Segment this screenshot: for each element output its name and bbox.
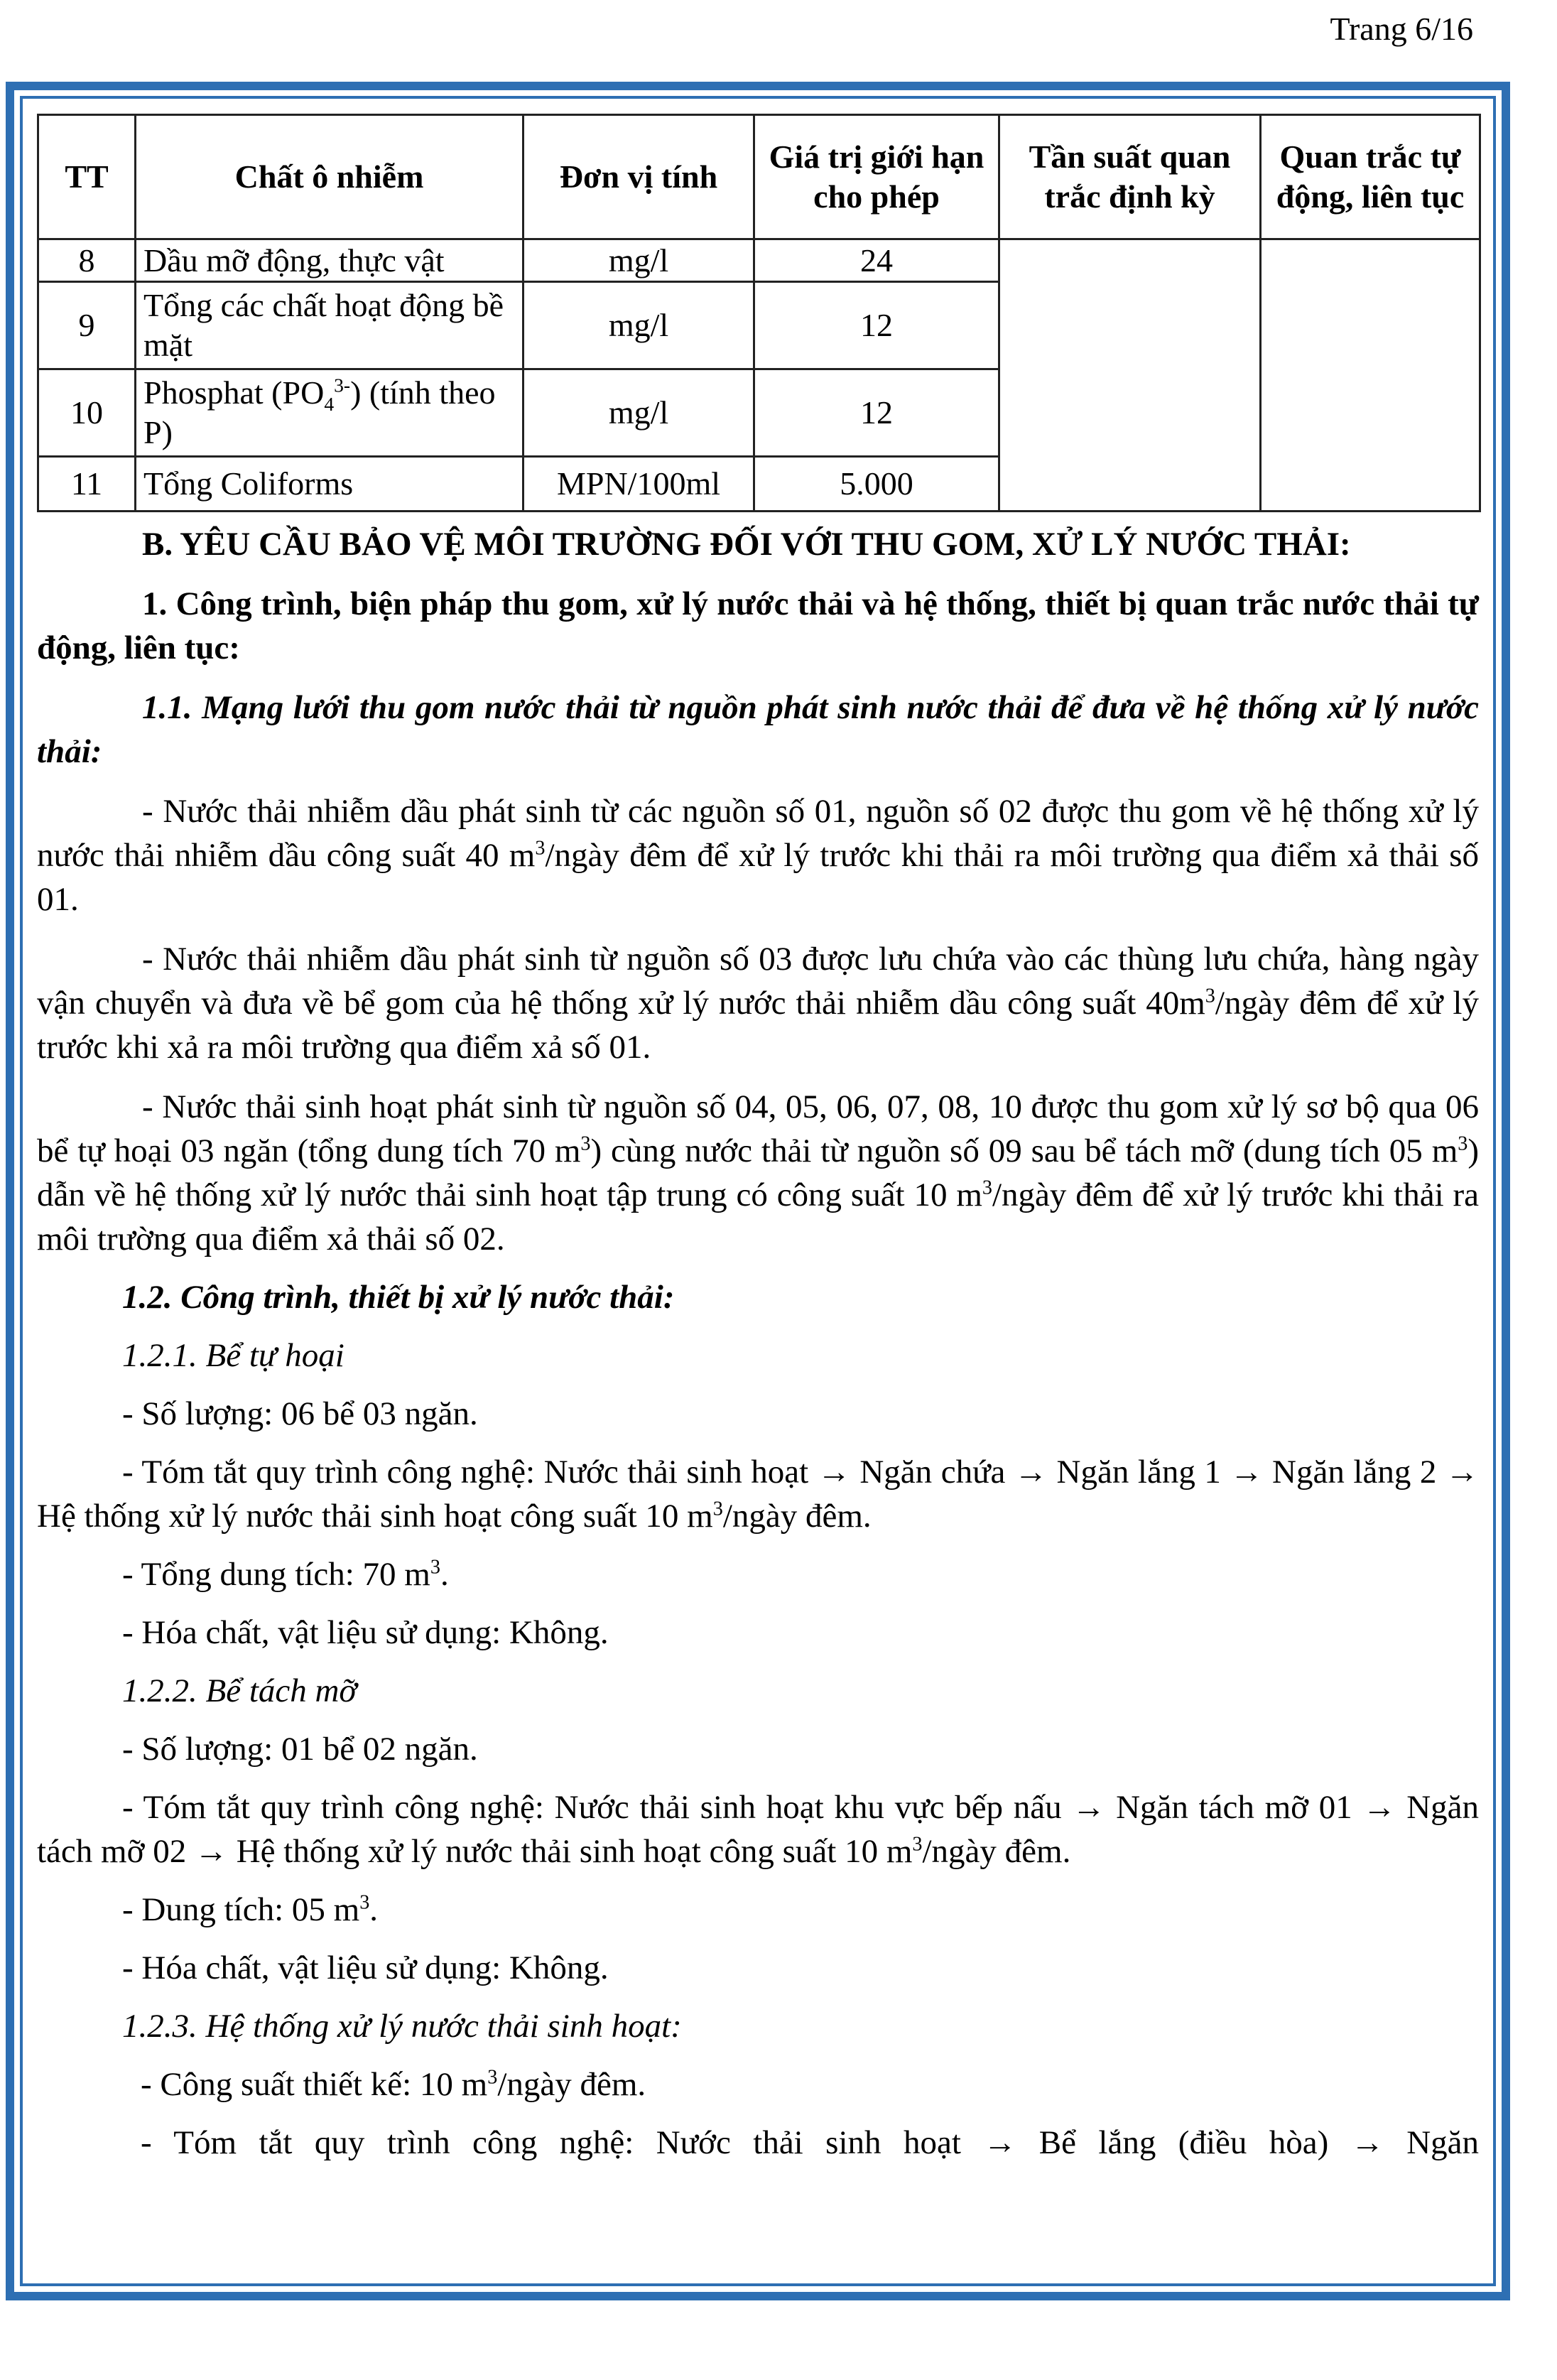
header-tt: TT bbox=[38, 115, 136, 239]
text: - Công suất thiết kế: 10 m bbox=[141, 2066, 488, 2103]
treatment-capacity bbox=[37, 2062, 1479, 2106]
text: ) dẫn về hệ thống xử lý nước thải sinh hoạt tập trung có công suất 10 m bbox=[37, 1132, 1479, 1213]
section-1-2-1-heading: 1.2.1. Bể tự hoại bbox=[122, 1337, 345, 1374]
text: - Dung tích: 05 m bbox=[122, 1891, 360, 1928]
grease-trap-quantity: - Số lượng: 01 bể 02 ngăn. bbox=[122, 1731, 478, 1768]
superscript: 3 bbox=[982, 1177, 992, 1199]
cell-tt: 10 bbox=[38, 369, 136, 457]
text: - Nước thải nhiễm dầu phát sinh từ các nguồn số 01, nguồn số 02 được thu gom về hệ thống xử lý nước thải nhiễm dầu công suất 40 m bbox=[37, 793, 1479, 874]
cell-unit: mg/l bbox=[523, 239, 754, 282]
cell-tt: 9 bbox=[38, 282, 136, 369]
text: ) cùng nước thải từ nguồn số 09 sau bể tách mỡ (dung tích 05 m bbox=[590, 1132, 1458, 1169]
cell-pollutant: Dầu mỡ động, thực vật bbox=[136, 239, 523, 282]
text: - Tóm tắt quy trình công nghệ: Nước thải sinh hoạt → Ngăn chứa → Ngăn lắng 1 → Ngăn lắng 2 → Hệ thống xử lý nước thải sinh hoạt công suất 10 m bbox=[37, 1454, 1479, 1535]
text: /ngày đêm. bbox=[722, 1498, 872, 1535]
septic-quantity: - Số lượng: 06 bể 03 ngăn. bbox=[122, 1395, 478, 1432]
text: /ngày đêm để xử lý trước khi thải ra môi trường qua điểm xả thải số 01. bbox=[37, 837, 1479, 918]
section-1-2-heading: 1.2. Công trình, thiết bị xử lý nước thải: bbox=[122, 1279, 675, 1316]
header-unit: Đơn vị tính bbox=[523, 115, 754, 239]
cell-limit: 24 bbox=[754, 239, 999, 282]
pollutant-limits-table bbox=[37, 114, 1481, 512]
paragraph-oil-wastewater-2 bbox=[37, 937, 1479, 1069]
superscript: 3 bbox=[359, 1891, 370, 1914]
superscript: 3 bbox=[712, 1498, 723, 1520]
superscript: 3 bbox=[912, 1833, 923, 1856]
cell-pollutant: Tổng Coliforms bbox=[136, 457, 523, 512]
cell-unit: mg/l bbox=[523, 282, 754, 369]
superscript: 3 bbox=[580, 1132, 591, 1155]
table-header-row bbox=[38, 115, 1480, 239]
document-content bbox=[37, 114, 1479, 2165]
text: /ngày đêm. bbox=[922, 1833, 1071, 1870]
text: - Tổng dung tích: 70 m bbox=[122, 1556, 430, 1593]
text: . bbox=[369, 1891, 379, 1928]
text: /ngày đêm. bbox=[497, 2066, 646, 2103]
superscript: 3 bbox=[487, 2066, 498, 2089]
text: - Nước thải nhiễm dầu phát sinh từ nguồn số 03 được lưu chứa vào các thùng lưu chứa, hàng ngày vận chuyển và đưa về bể gom của hệ thống xử lý nước thải nhiễm dầu công suất 40m bbox=[37, 941, 1479, 1022]
pollutant-text: Phosphat (PO bbox=[143, 374, 325, 411]
subscript: 4 bbox=[324, 393, 335, 416]
text: . bbox=[440, 1556, 449, 1593]
text: /ngày đêm để xử lý trước khi thải ra môi trường qua điểm xả thải số 02. bbox=[37, 1177, 1479, 1257]
section-1-2-3-heading: 1.2.3. Hệ thống xử lý nước thải sinh hoạt: bbox=[122, 2008, 682, 2045]
superscript: 3 bbox=[430, 1556, 440, 1579]
cell-pollutant: Tổng các chất hoạt động bề mặt bbox=[136, 282, 523, 369]
section-1-2-2-heading: 1.2.2. Bể tách mỡ bbox=[122, 1672, 357, 1709]
treatment-process: - Tóm tắt quy trình công nghệ: Nước thải sinh hoạt → Bể lắng (điều hòa) → Ngăn bbox=[141, 2124, 1479, 2161]
grease-trap-process bbox=[37, 1785, 1479, 1873]
section-1-heading: 1. Công trình, biện pháp thu gom, xử lý nước thải và hệ thống, thiết bị quan trắc nước thải tự động, liên tục: bbox=[37, 585, 1479, 666]
paragraph-domestic-wastewater bbox=[37, 1085, 1479, 1261]
cell-limit: 5.000 bbox=[754, 457, 999, 512]
header-limit: Giá trị giới hạn cho phép bbox=[754, 115, 999, 239]
grease-trap-volume bbox=[37, 1888, 1479, 1932]
pollutant-text: ) (tính theo P) bbox=[143, 374, 496, 450]
superscript: 3 bbox=[535, 837, 546, 860]
section-b-heading: B. YÊU CẦU BẢO VỆ MÔI TRƯỜNG ĐỐI VỚI THU GOM, XỬ LÝ NƯỚC THẢI: bbox=[142, 526, 1351, 563]
cell-limit: 12 bbox=[754, 282, 999, 369]
header-pollutant: Chất ô nhiễm bbox=[136, 115, 523, 239]
text: - Nước thải sinh hoạt phát sinh từ nguồn số 04, 05, 06, 07, 08, 10 được thu gom xử lý sơ bộ qua 06 bể tự hoại 03 ngăn (tổng dung tích 70 m bbox=[37, 1088, 1479, 1169]
paragraph-oil-wastewater-1 bbox=[37, 789, 1479, 921]
superscript: 3- bbox=[334, 374, 351, 396]
cell-unit: MPN/100ml bbox=[523, 457, 754, 512]
text: /ngày đêm để xử lý trước khi xả ra môi trường qua điểm xả số 01. bbox=[37, 985, 1479, 1066]
septic-process bbox=[37, 1450, 1479, 1538]
cell-limit: 12 bbox=[754, 369, 999, 457]
table-row bbox=[38, 239, 1480, 282]
page-number: Trang 6/16 bbox=[1330, 11, 1473, 47]
septic-chemicals: - Hóa chất, vật liệu sử dụng: Không. bbox=[122, 1614, 609, 1651]
section-1-1-heading: 1.1. Mạng lưới thu gom nước thải từ nguồn phát sinh nước thải để đưa về hệ thống xử lý nước thải: bbox=[37, 689, 1479, 770]
header-automatic: Quan trắc tự động, liên tục bbox=[1261, 115, 1480, 239]
cell-pollutant bbox=[136, 369, 523, 457]
septic-volume bbox=[37, 1552, 1479, 1596]
cell-tt: 8 bbox=[38, 239, 136, 282]
cell-automatic-merged bbox=[1261, 239, 1480, 512]
grease-trap-chemicals: - Hóa chất, vật liệu sử dụng: Không. bbox=[122, 1949, 609, 1986]
cell-tt: 11 bbox=[38, 457, 136, 512]
header-frequency: Tần suất quan trắc định kỳ bbox=[999, 115, 1261, 239]
superscript: 3 bbox=[1458, 1132, 1468, 1155]
cell-unit: mg/l bbox=[523, 369, 754, 457]
text: - Tóm tắt quy trình công nghệ: Nước thải sinh hoạt khu vực bếp nấu → Ngăn tách mỡ 01 → Ngăn tách mỡ 02 → Hệ thống xử lý nước thải sinh hoạt công suất 10 m bbox=[37, 1789, 1479, 1870]
cell-frequency-merged bbox=[999, 239, 1261, 512]
superscript: 3 bbox=[1205, 985, 1215, 1007]
